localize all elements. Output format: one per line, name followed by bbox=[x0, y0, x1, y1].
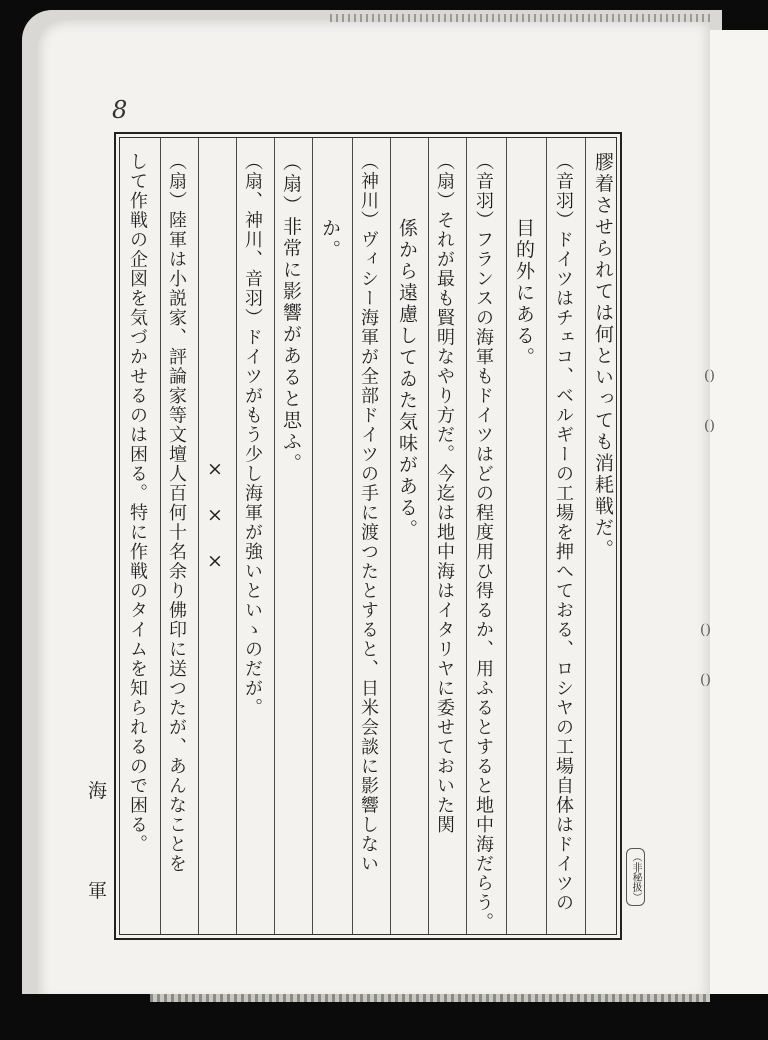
text-column-5: （扇）それが最も賢明なやり方だ。今迄は地中海はイタリヤに委せておいた関 bbox=[434, 152, 455, 835]
torn-top-edge bbox=[330, 14, 710, 22]
column-rule bbox=[585, 138, 586, 934]
binding-hole-mark: () bbox=[704, 418, 715, 434]
manuscript-frame bbox=[114, 132, 622, 940]
column-rule bbox=[236, 138, 237, 934]
column-rule bbox=[428, 138, 429, 934]
text-column-7: （神川）ヴィシー海軍が全部ドイツの手に渡つたとすると、日米会談に影響しない bbox=[358, 152, 379, 874]
binding-hole-mark: () bbox=[704, 368, 715, 384]
binding-hole-mark: () bbox=[700, 622, 711, 638]
text-column-9: （扇）非常に影響があると思ふ。 bbox=[280, 152, 302, 475]
text-column-4: （音羽）フランスの海軍もドイツはどの程度用ひ得るか、用ふるとすると地中海だらう。 bbox=[473, 152, 494, 932]
classification-stamp: （非秘扱） bbox=[626, 848, 645, 906]
column-rule bbox=[466, 138, 467, 934]
page-number: 8 bbox=[112, 96, 128, 124]
text-column-1: 膠着させられては何といっても消耗戦だ。 bbox=[592, 152, 614, 561]
manuscript-grid bbox=[119, 137, 617, 935]
binding-hole-mark: () bbox=[700, 672, 711, 688]
column-rule bbox=[506, 138, 507, 934]
column-rule bbox=[274, 138, 275, 934]
text-column-10: （扇、神川、音羽）ドイツがもう少し海軍が強いといゝのだが。 bbox=[242, 152, 263, 718]
side-label-sea: 海 bbox=[88, 780, 108, 802]
column-rule bbox=[198, 138, 199, 934]
text-column-13: して作戦の企図を気づかせるのは困る。特に作戦のタイムを知られるので困る。 bbox=[127, 152, 148, 854]
column-rule bbox=[546, 138, 547, 934]
column-rule bbox=[390, 138, 391, 934]
side-label-army: 軍 bbox=[88, 880, 108, 902]
adjacent-page-strip bbox=[700, 30, 768, 1040]
text-column-6: 係から遠慮してゐた気味がある。 bbox=[396, 218, 418, 541]
text-column-2: （音羽）ドイツはチェコ、ベルギーの工場を押へておる、ロシヤの工場自体はドイツの bbox=[553, 152, 574, 913]
column-rule bbox=[352, 138, 353, 934]
column-rule bbox=[312, 138, 313, 934]
text-column-11: × × × bbox=[204, 458, 226, 575]
text-column-3: 目的外にある。 bbox=[513, 218, 535, 369]
torn-bottom-edge bbox=[150, 994, 710, 1002]
column-rule bbox=[160, 138, 161, 934]
text-column-8: か。 bbox=[319, 218, 341, 261]
text-column-12: （扇）陸軍は小説家、評論家等文壇人百何十名余り佛印に送つたが、あんなことを bbox=[166, 152, 187, 874]
